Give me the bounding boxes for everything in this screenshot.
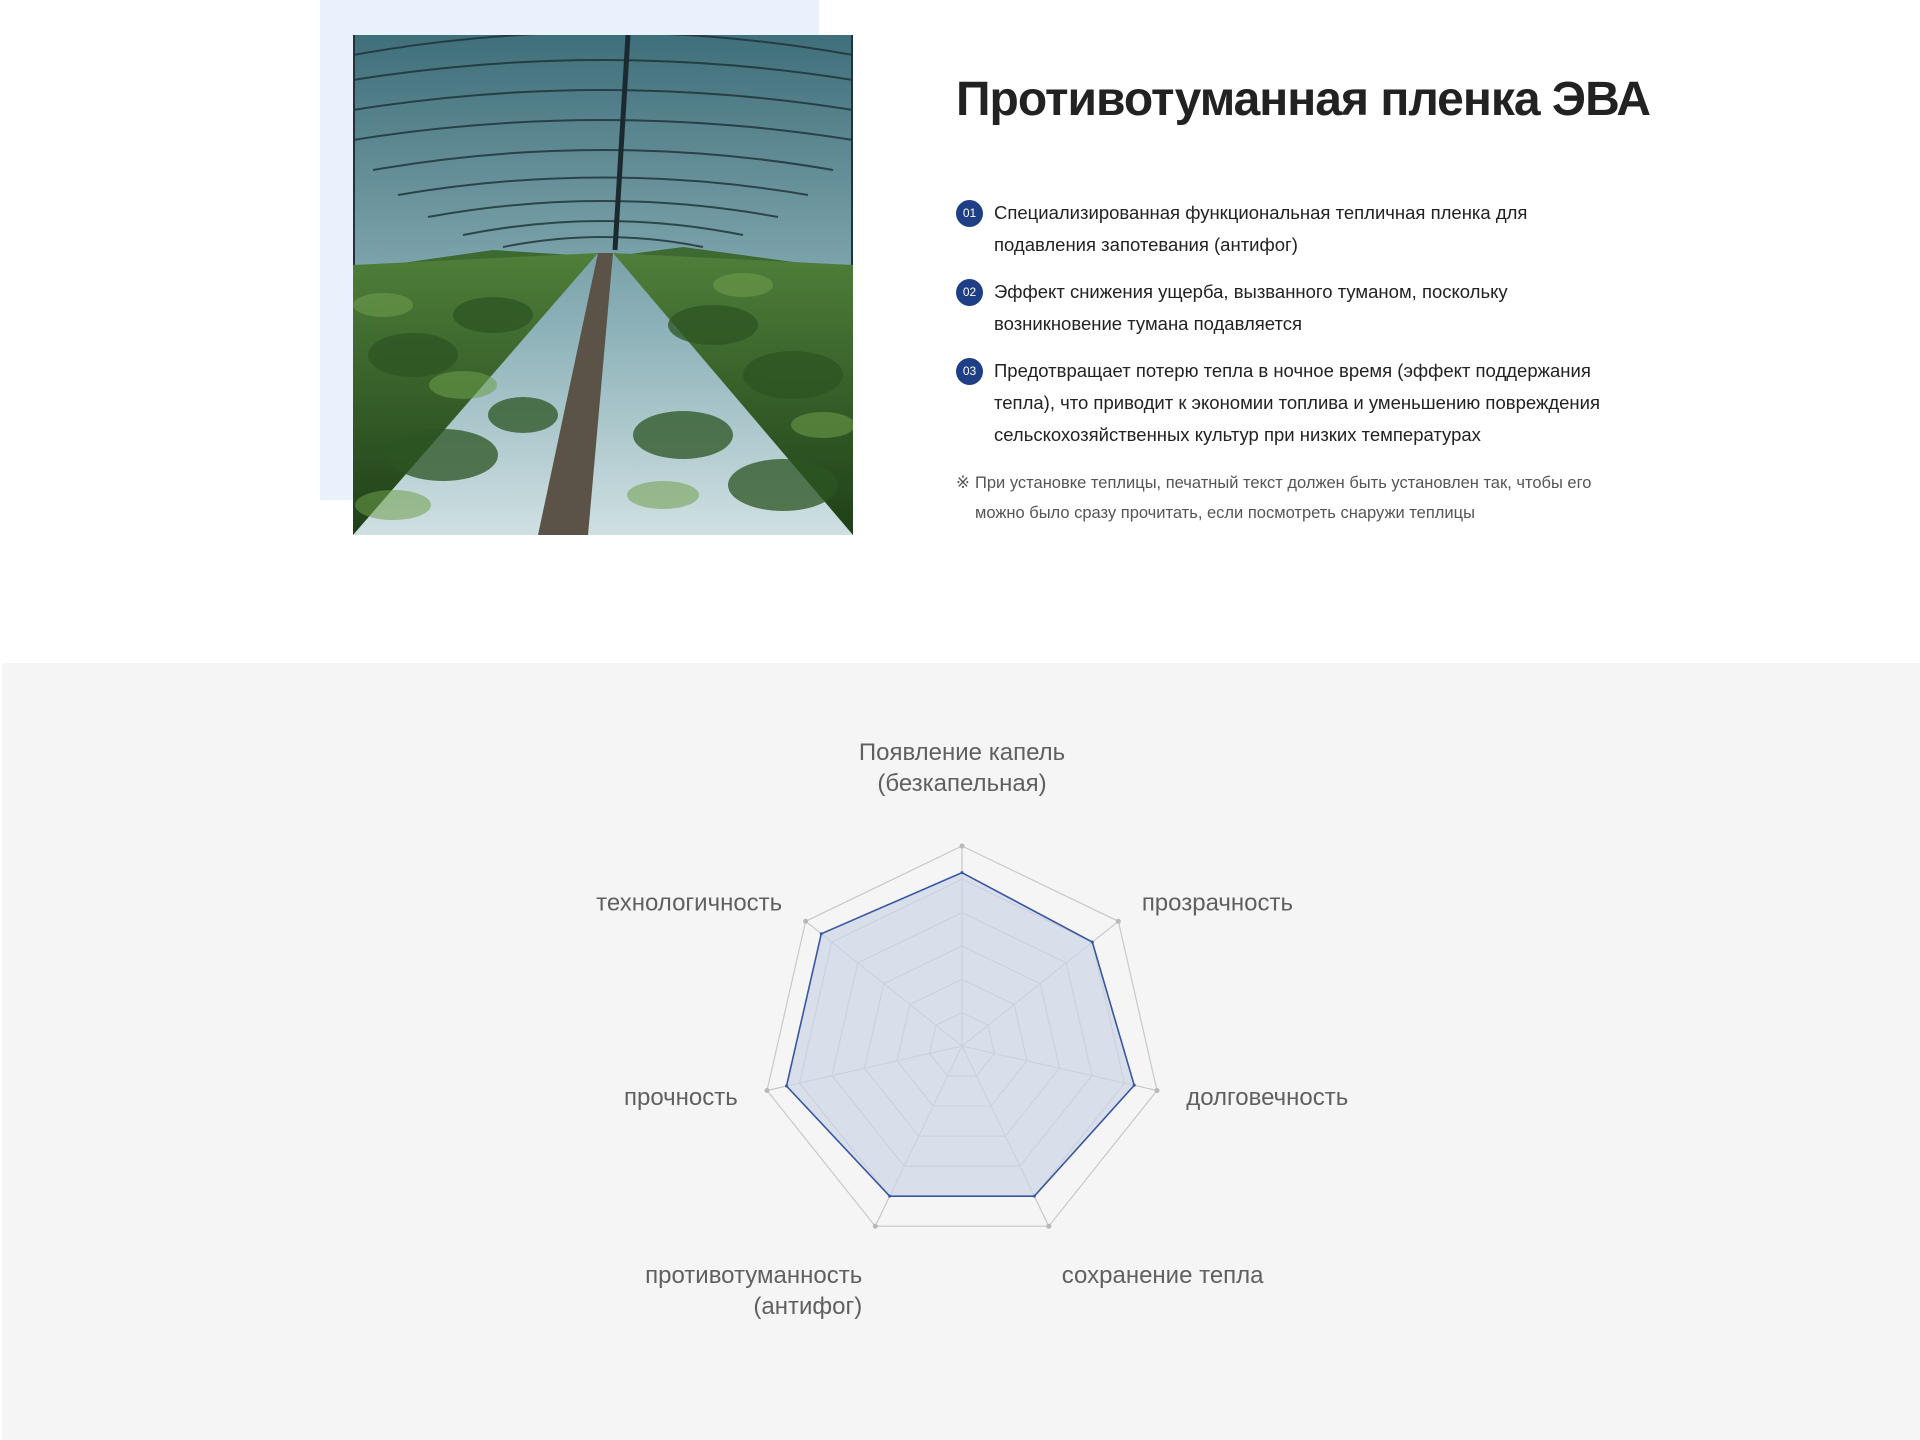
installation-note <box>956 468 1616 528</box>
radar-data-point <box>1091 941 1094 944</box>
feature-number-badge: 01 <box>956 200 983 227</box>
feature-text: Специализированная функциональная тепличная пленка для подавления запотевания (антифог) <box>994 202 1528 255</box>
radar-data-point <box>1033 1195 1036 1198</box>
feature-text: Эффект снижения ущерба, вызванного туманом, поскольку возникновение тумана подавляется <box>994 281 1508 334</box>
radar-axis-end-dot <box>1154 1088 1159 1093</box>
radar-axis-end-dot <box>803 919 808 924</box>
radar-axis-label <box>859 739 1065 797</box>
radar-axis-label-line: прозрачность <box>1141 889 1294 917</box>
radar-axis-label <box>1062 1262 1264 1289</box>
radar-chart <box>2 663 1920 1440</box>
radar-axis-label <box>624 1084 738 1111</box>
radar-axis-end-dot <box>765 1088 770 1093</box>
feature-list <box>956 197 1616 466</box>
radar-data-point <box>820 932 823 935</box>
radar-axis-label-line: (безкапельная) <box>877 770 1047 797</box>
radar-axis-label-line: Появление капель <box>858 739 1066 766</box>
feature-item <box>956 276 1616 340</box>
greenhouse-photo <box>353 35 853 535</box>
radar-axis-end-dot <box>873 1224 878 1229</box>
radar-axis-label-line: технологичность <box>596 889 783 917</box>
radar-axis-end-dot <box>1046 1224 1051 1229</box>
radar-axis-label-line: (антифог) <box>753 1293 863 1321</box>
page-title: Противотуманная пленка ЭВА <box>956 73 1650 126</box>
greenhouse-illustration <box>353 35 853 535</box>
radar-data-point <box>785 1085 788 1088</box>
radar-axis-end-dot <box>1116 919 1121 924</box>
radar-axis-label-line: прочность <box>624 1084 738 1112</box>
radar-data-point <box>1133 1084 1136 1087</box>
radar-data-point <box>961 871 964 874</box>
radar-axis-label <box>1142 890 1293 917</box>
feature-item <box>956 355 1616 451</box>
radar-axis-label-line: противотуманность <box>645 1262 863 1290</box>
radar-axis-label-line: сохранение тепла <box>1061 1262 1264 1290</box>
chart-section <box>2 663 1920 1440</box>
radar-axis-end-dot <box>960 844 965 849</box>
feature-item <box>956 197 1616 261</box>
note-mark: ※ <box>956 474 970 492</box>
radar-axis-label-line: долговечность <box>1186 1084 1349 1112</box>
feature-number-badge: 03 <box>956 358 983 385</box>
product-section <box>0 0 1920 663</box>
radar-axis-label <box>596 890 782 917</box>
feature-text: Предотвращает потерю тепла в ночное время (эффект поддержания тепла), что приводит к экономии топлива и уменьшению повреждения сельскохозяйственных культур при низких температурах <box>994 360 1600 445</box>
feature-number-badge: 02 <box>956 279 983 306</box>
radar-series-area <box>787 873 1135 1196</box>
radar-axis-label <box>1186 1084 1348 1111</box>
radar-data-point <box>888 1195 891 1198</box>
note-text: При установке теплицы, печатный текст должен быть установлен так, чтобы его можно было сразу прочитать, если посмотреть снаружи теплицы <box>975 474 1592 522</box>
radar-axis-label <box>645 1262 862 1320</box>
